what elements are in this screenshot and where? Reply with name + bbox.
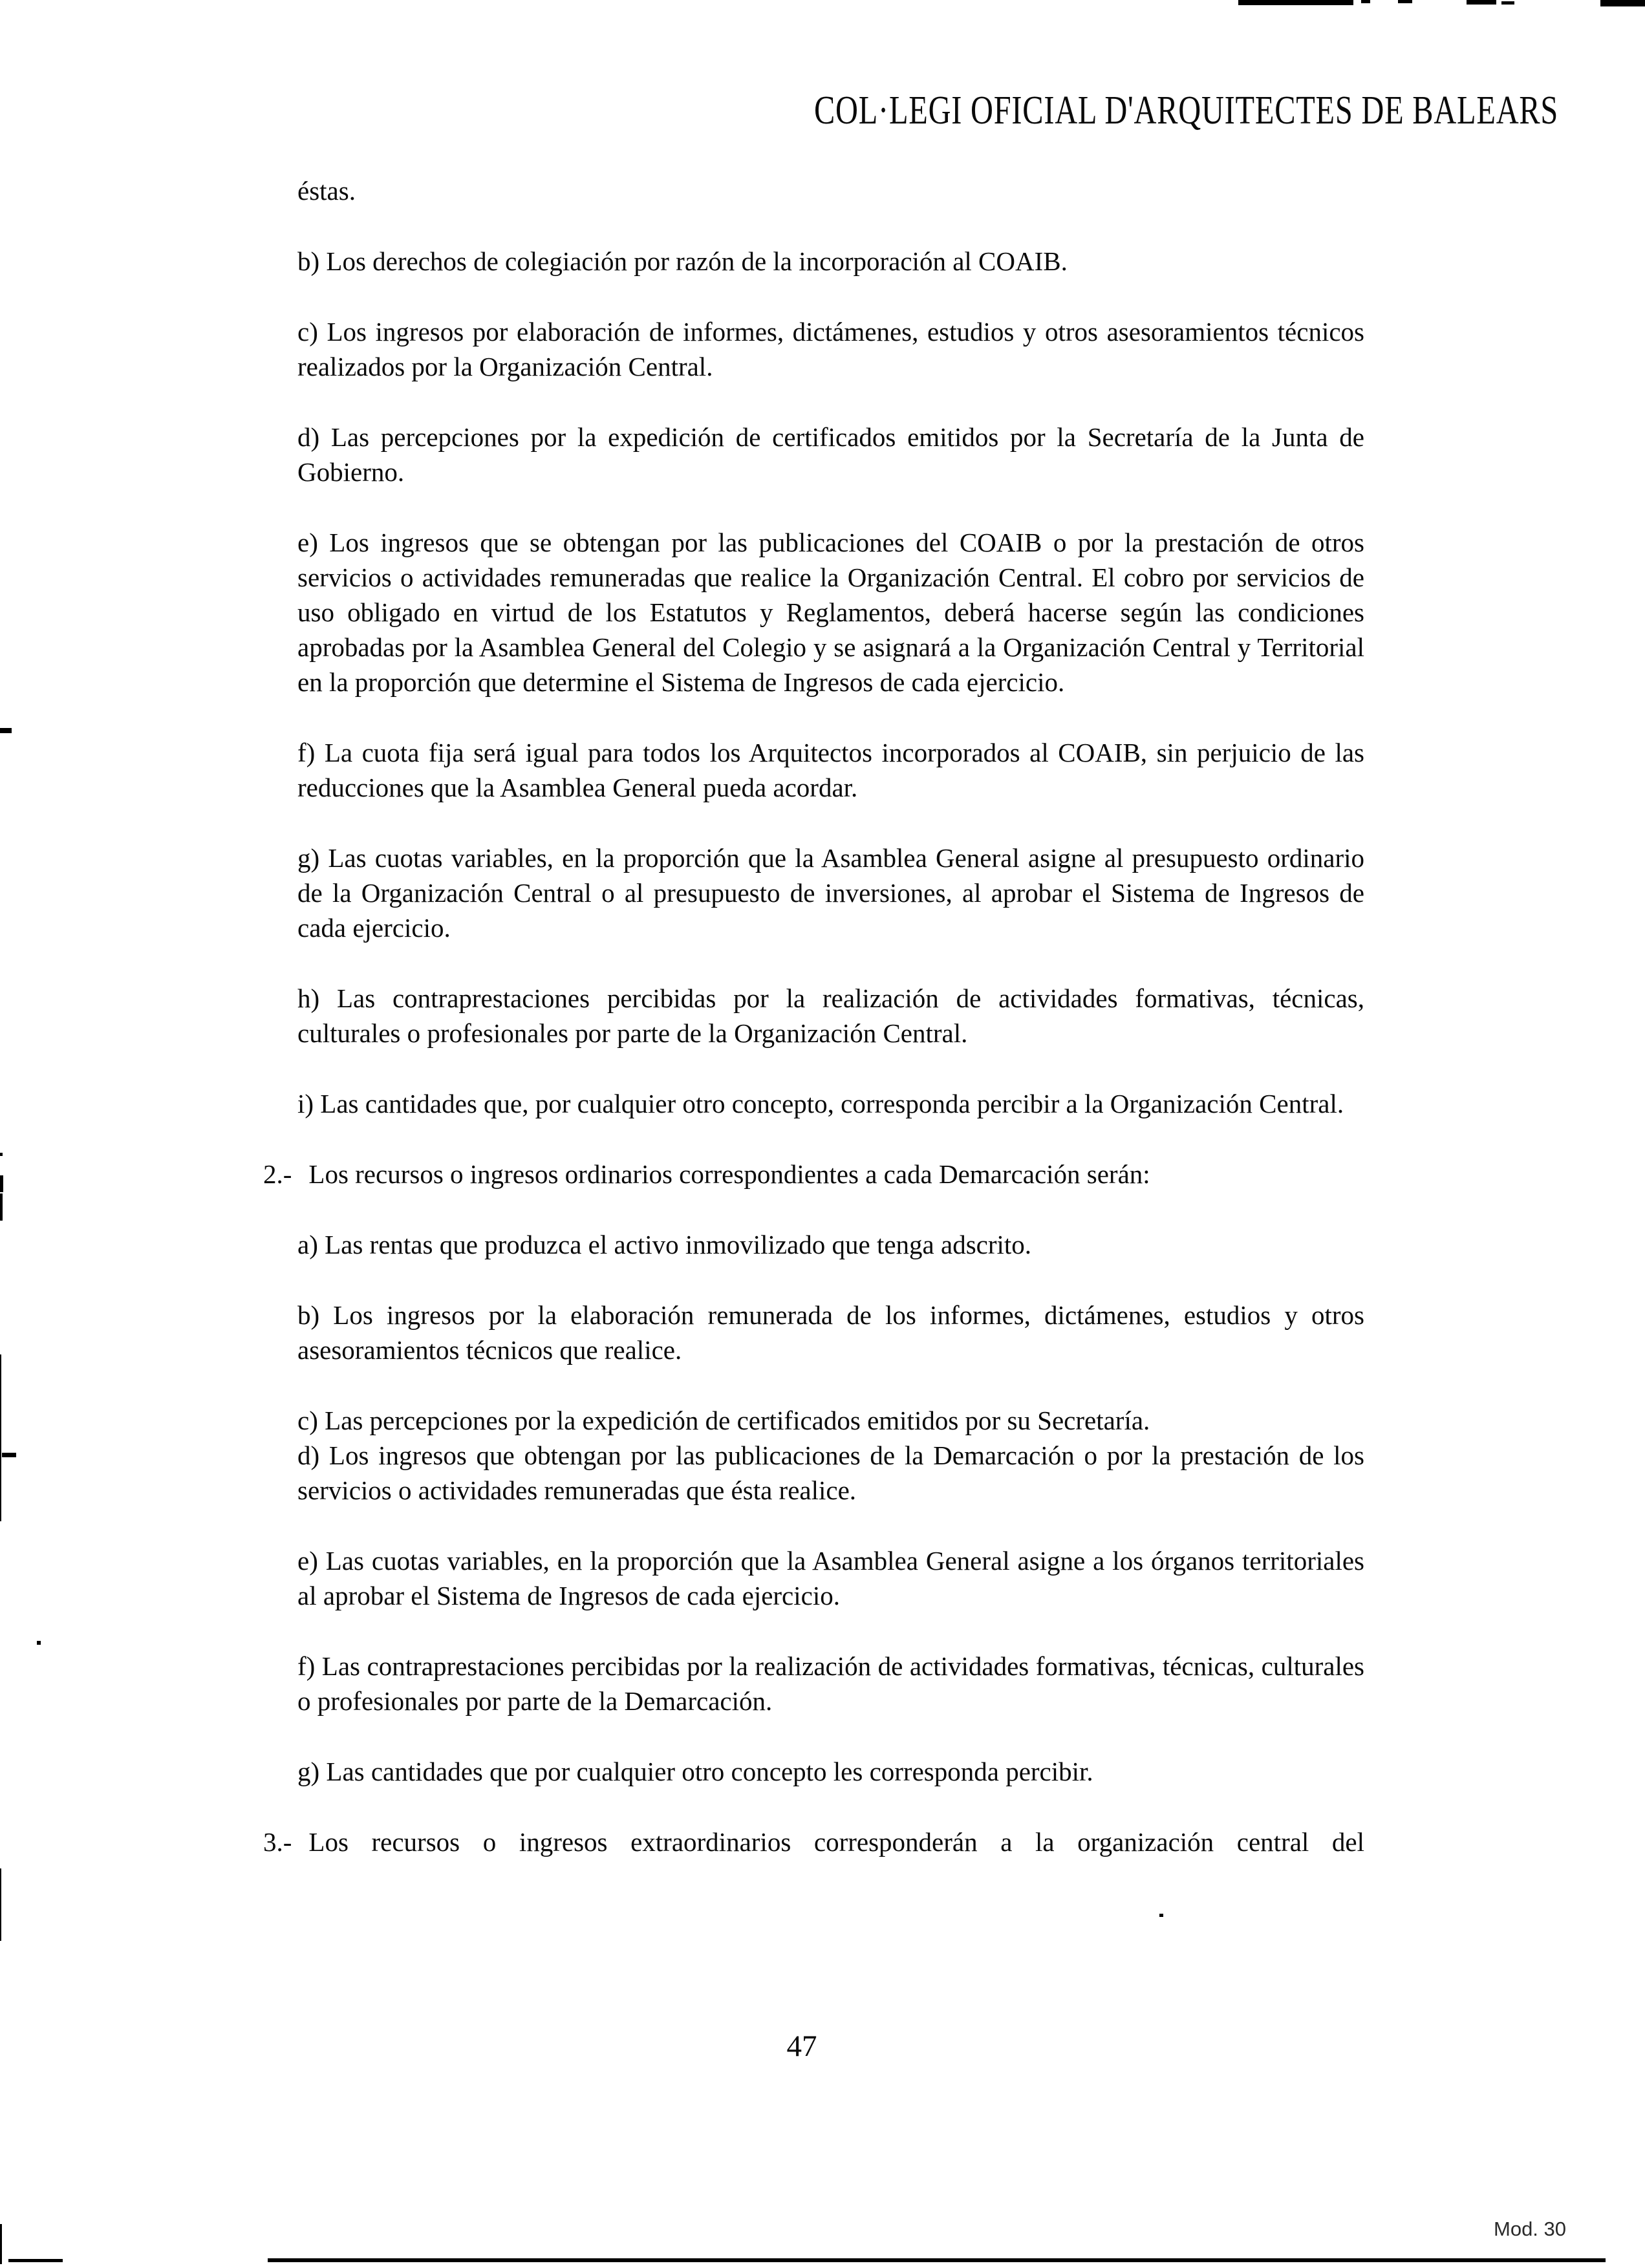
paragraph-1b: b) Los derechos de colegiación por razón de la incorporación al COAIB. — [297, 246, 1068, 276]
bottom-rule-main — [268, 2258, 1606, 2262]
footer-mod-label: Mod. 30 — [1494, 2218, 1567, 2240]
scan-mark-dot-1 — [37, 1641, 41, 1645]
paragraph-1h: h) Las contraprestaciones percibidas por la realización de actividades formativas, técnicas, culturales o profesionales por parte de la Organización Central. — [297, 983, 1364, 1048]
paragraph-1f: f) La cuota fija será igual para todos los Arquitectos incorporados al COAIB, sin perjuicio de las reducciones que la Asamblea General pueda acordar. — [297, 738, 1364, 802]
paragraph-2: 2.- Los recursos o ingresos ordinarios correspondientes a cada Demarcación serán: — [263, 1159, 1150, 1189]
scan-mark-bottom-left-bar — [0, 2224, 2, 2264]
paragraph-2f: f) Las contraprestaciones percibidas por la realización de actividades formativas, técnicas, culturales o profesionales por parte de la Demarcación. — [297, 1651, 1364, 1716]
scan-mark-dot-2 — [1159, 1914, 1163, 1917]
paragraph-2e: e) Las cuotas variables, en la proporción que la Asamblea General asigne a los órganos territoriales al aprobar el Sistema de Ingresos de cada ejercicio. — [297, 1546, 1364, 1610]
document-body — [263, 173, 1364, 1895]
scan-mark-top-dash-2 — [1398, 0, 1412, 3]
paragraph-2b: b) Los ingresos por la elaboración remunerada de los informes, dictámenes, estudios y otros asesoramientos técnicos que realice. — [297, 1300, 1364, 1365]
item-number: 2.- — [263, 1159, 292, 1189]
paragraph-3: 3.- Los recursos o ingresos extraordinarios corresponderán a la organización central del — [263, 1827, 1364, 1857]
scan-mark-top-bar-2 — [1467, 0, 1496, 5]
scan-mark-left-bar — [0, 1193, 3, 1221]
paragraph-1d: d) Las percepciones por la expedición de certificados emitidos por la Secretaría de la Junta de Gobierno. — [297, 422, 1364, 487]
paragraph-2c: c) Las percepciones por la expedición de certificados emitidos por su Secretaría. — [297, 1406, 1150, 1435]
scan-mark-left-dot-1 — [0, 1153, 3, 1156]
scan-mark-left-dashes — [0, 1175, 3, 1192]
paragraph-1e: e) Los ingresos que se obtengan por las publicaciones del COAIB o por la prestación de otros servicios o actividades remuneradas que realice la Organización Central. El cobro por servicios de uso obligado en virtud de los Estatutos y Reglamentos, deberá hacerse según las condiciones aprobadas por la Asamblea General del Colegio y se asignará a la Organización Central y Territorial en la proporción que determine el Sistema de Ingresos de cada ejercicio. — [297, 528, 1364, 697]
scan-mark-top-dash-1 — [1361, 0, 1370, 3]
paragraph-1i: i) Las cantidades que, por cualquier otro concepto, corresponda percibir a la Organización Central. — [297, 1089, 1344, 1118]
paragraph-1g: g) Las cuotas variables, en la proporción que la Asamblea General asigne al presupuesto ordinario de la Organización Central o al presupuesto de inversiones, al aprobar el Sistema de Ingresos de cada ejercicio. — [297, 843, 1364, 943]
item-number: 3.- — [263, 1827, 292, 1857]
scan-mark-left-hairline-1 — [0, 1354, 1, 1521]
paragraph-1c: c) Los ingresos por elaboración de informes, dictámenes, estudios y otros asesoramientos técnicos realizados por la Organización Central. — [297, 317, 1364, 381]
bottom-rule-short — [8, 2259, 63, 2262]
paragraph-2g: g) Las cantidades que por cualquier otro concepto les corresponda percibir. — [297, 1757, 1093, 1786]
paragraph-estas: éstas. — [297, 176, 356, 206]
page-number: 47 — [786, 2029, 817, 2063]
scan-mark-top-bar-1 — [1238, 0, 1353, 5]
scan-mark-left-dash-1 — [0, 728, 12, 733]
scan-mark-top-corner — [1600, 0, 1645, 6]
scan-mark-top-dash-3 — [1501, 1, 1514, 5]
page-header: COL·LEGI OFICIAL D'ARQUITECTES DE BALEARS — [814, 89, 1559, 133]
scan-mark-left-hairline-2 — [0, 1868, 1, 1941]
scan-mark-left-dash-2 — [2, 1453, 16, 1457]
paragraph-2a: a) Las rentas que produzca el activo inmovilizado que tenga adscrito. — [297, 1230, 1032, 1259]
paragraph-2d: d) Los ingresos que obtengan por las publicaciones de la Demarcación o por la prestación de los servicios o actividades remuneradas que ésta realice. — [297, 1440, 1364, 1505]
